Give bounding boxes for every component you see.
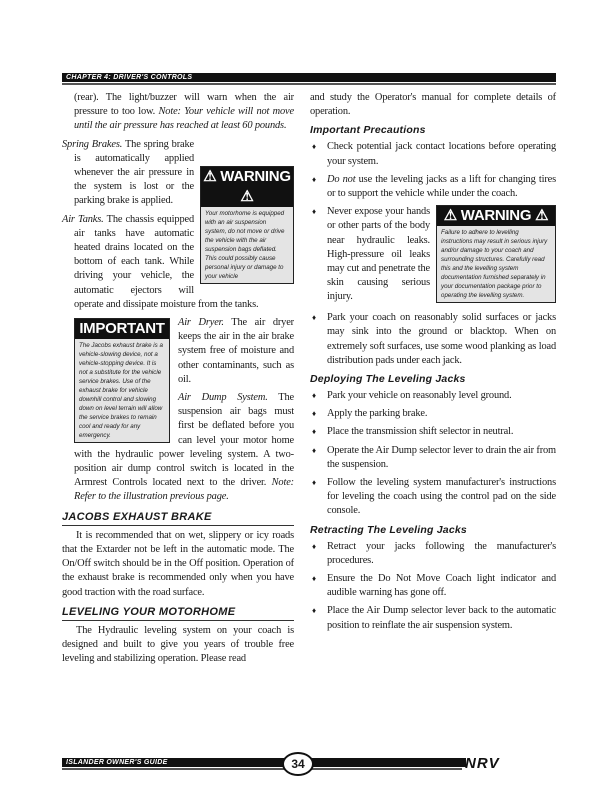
chapter-header-bar bbox=[62, 73, 556, 82]
warning-title: ⚠ WARNING ⚠ bbox=[201, 167, 293, 207]
list-item: ♦ Follow the leveling system manufacturer's instructions for leveling the coach using the control pad on the side console. bbox=[312, 477, 556, 517]
list-item: ♦ Retract your jacks following the manufacturer's procedures. bbox=[312, 540, 556, 566]
right-column bbox=[310, 91, 556, 637]
important-box bbox=[74, 318, 170, 443]
paragraph: The Hydraulic leveling system on your coach is designed and built to give you years of trouble free leveling and stabilizing operation. Please read bbox=[62, 624, 294, 665]
section-heading: JACOBS EXHAUST BRAKE bbox=[62, 511, 294, 526]
paragraph: (rear). The light/buzzer will warn when the air pressure to too low. Note: Your vehicle will not move until the air pressure has reached at least 60 pounds. bbox=[74, 92, 294, 132]
paragraph: Air Tanks. The chassis equipped air tanks have automatic heated drains located on the bottom of each tank. While driving your vehicle, the automatic ejectors will operate and dissipate moisture from the tanks. bbox=[62, 213, 259, 310]
paragraph: It is recommended that on wet, slippery or icy roads that the Extarder not be left in the automatic mode. The On/Off switch should be in the Off position. Operation of the exhaust brake is recommended only when you have good traction with the road surface. bbox=[62, 529, 294, 598]
precautions-list bbox=[310, 140, 556, 368]
list-item: ♦ ⚠ WARNING ⚠ Failure to adhere to levelling instructions may result in serious injury and/or damage to your coach and surrounding structures. Carefully read this and the levelling system documentation furnished separately in your documentation package prior to operating the levelling system. Never expose your hands or other parts of the body near hydraulic leaks. High-pressure oil leaks may cut and penetrate the skin causing serious injury. bbox=[310, 205, 556, 307]
subsection-heading: Important Precautions bbox=[310, 124, 426, 137]
list-item: ♦ Apply the parking brake. bbox=[312, 408, 428, 420]
warning-box bbox=[436, 205, 556, 303]
paragraph: Spring Brakes. The spring brake is automatically applied whenever the air pressure in the system is lost or the parking brake is applied. bbox=[62, 138, 194, 207]
warning-box bbox=[200, 166, 294, 284]
nrv-logo: NRV bbox=[465, 755, 500, 772]
paragraph: Air Dump System. The suspension air bags must first be deflated before you can level your motor home with the hydraulic power leveling system. A two-position air dump control switch is located in the Armrest Controls located next to the driver. Note: Refer to the illustration previous page. bbox=[74, 392, 294, 503]
important-title: IMPORTANT bbox=[75, 319, 169, 339]
list-item: ♦ Place the transmission shift selector in neutral. bbox=[312, 426, 514, 438]
list-item: ♦ Park your coach on reasonably solid surfaces or jacks may sink into the ground or blacktop. When on extremely soft surfaces, use some wood planking as load distribution pads under each jack. bbox=[312, 312, 556, 366]
divider bbox=[62, 768, 462, 770]
paragraph: Air Dryer. The air dryer keeps the air in the air brake system free of moisture and other contaminants, such as oil. bbox=[178, 317, 294, 385]
list-item: ♦ Operate the Air Dump selector lever to drain the air from the suspension. bbox=[312, 444, 556, 470]
subsection-heading: Retracting The Leveling Jacks bbox=[310, 523, 467, 536]
divider bbox=[62, 83, 556, 85]
list-item: ♦ Do not use the leveling jacks as a lift for changing tires or to support the vehicle while under the coach. bbox=[312, 173, 556, 200]
important-text: The Jacobs exhaust brake is a vehicle-slowing device, not a vehicle-stopping device. It is not a substitute for the vehicle service brakes. Use of the exhaust brake for vehicle downhill control and slowing down on level terrain will allow the service brakes to remain cool and ready for any emergency. bbox=[79, 342, 163, 440]
list-item: ♦ Ensure the Do Not Move Coach light indicator and audible warning has gone off. bbox=[312, 573, 556, 599]
paragraph: and study the Operator's manual for complete details of operation. bbox=[310, 92, 556, 118]
left-column bbox=[62, 91, 294, 670]
list-item: ♦ Park your vehicle on reasonably level ground. bbox=[312, 390, 512, 402]
footer-bar bbox=[62, 758, 466, 767]
warning-text: Your motorhome is equipped with an air suspension system, do not move or drive the vehicle with the air suspension bags deflated. This could possibly cause personal injury or damage to your vehicle bbox=[205, 209, 285, 280]
deploying-list bbox=[310, 389, 556, 519]
warning-text: Failure to adhere to levelling instructions may result in serious injury and/or damage to your coach and surrounding structures. Carefully read this and the levelling system documentation furnished separately in your documentation package prior to operating the levelling system. bbox=[441, 229, 548, 300]
list-item: ♦ Check potential jack contact locations before operating your system. bbox=[312, 141, 556, 167]
list-item: ♦ Place the Air Dump selector lever back to the automatic position to reinflate the air suspension system. bbox=[312, 605, 556, 631]
warning-title: ⚠ WARNING ⚠ bbox=[437, 206, 555, 226]
page-number: 34 bbox=[282, 752, 314, 776]
guide-title: ISLANDER OWNER'S GUIDE bbox=[66, 759, 168, 766]
chapter-title: CHAPTER 4: DRIVER'S CONTROLS bbox=[66, 74, 193, 81]
section-heading: LEVELING YOUR MOTORHOME bbox=[62, 606, 294, 621]
retracting-list bbox=[310, 540, 556, 633]
subsection-heading: Deploying The Leveling Jacks bbox=[310, 373, 466, 386]
